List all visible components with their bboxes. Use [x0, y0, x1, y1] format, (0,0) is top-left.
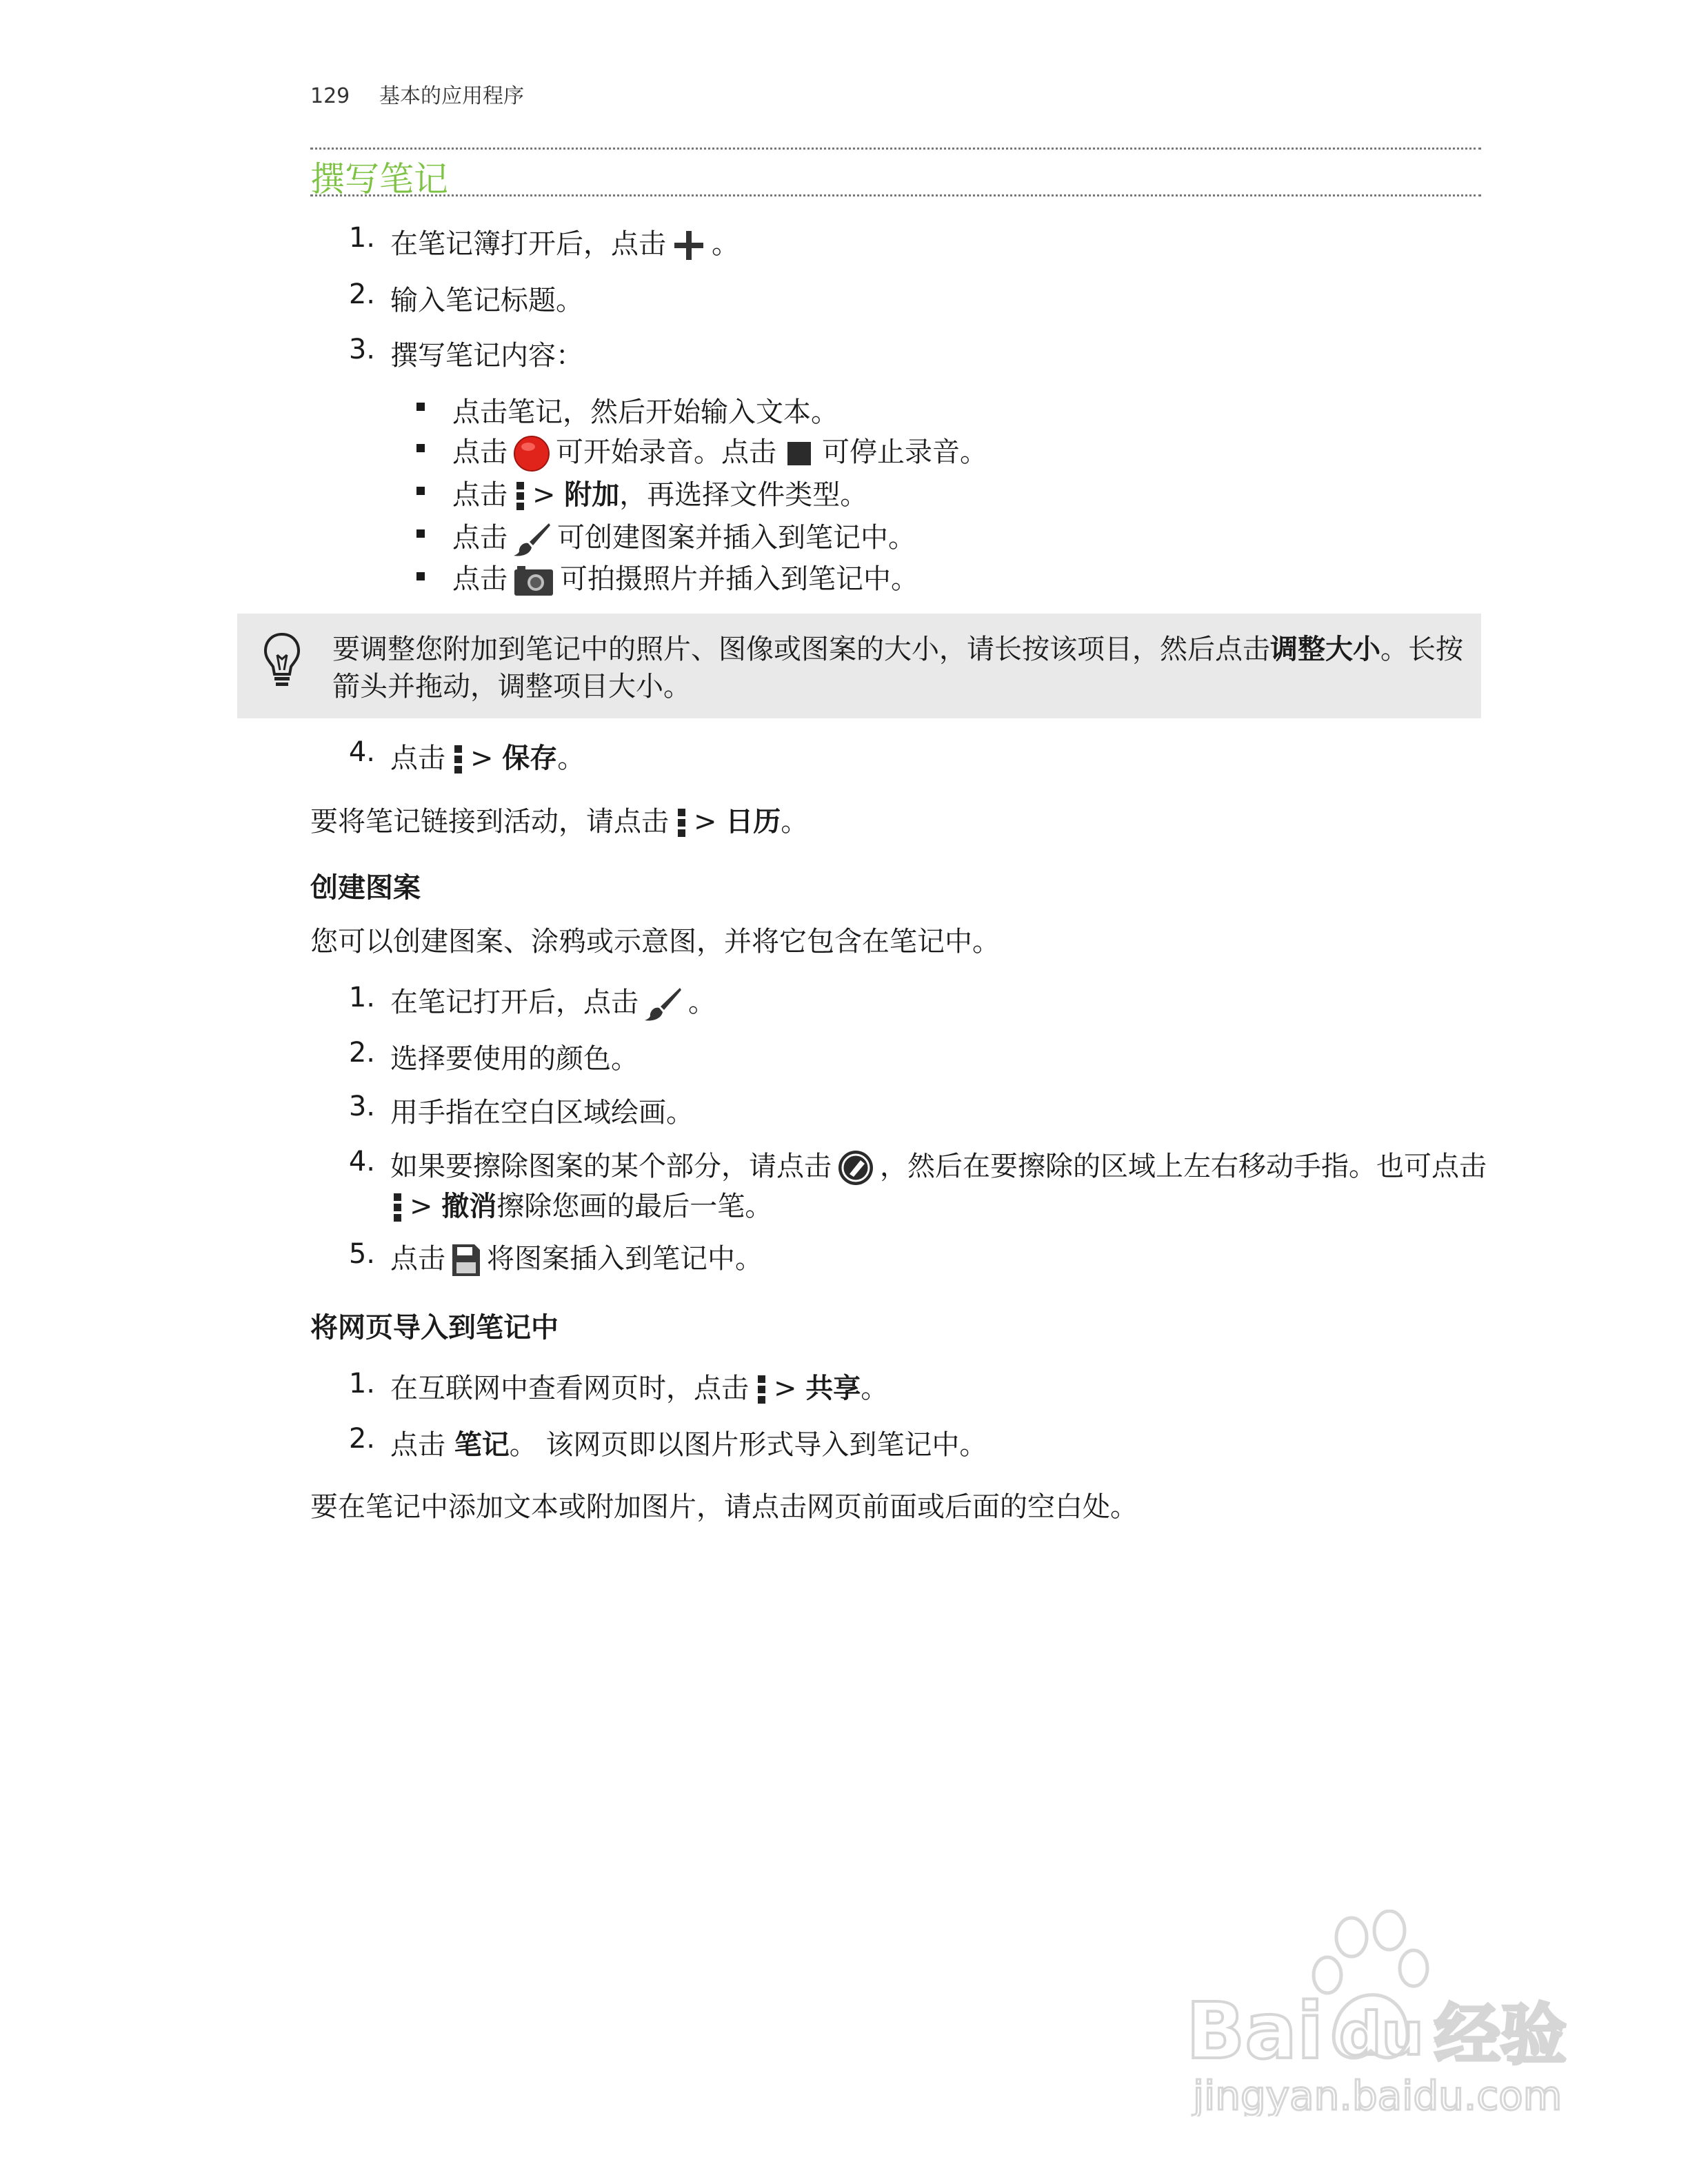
baidu-watermark — [1179, 1910, 1579, 2123]
tip-text-line: 要调整您附加到笔记中的照片、图像或图案的大小，请长按该项目，然后点击调整大小。长按 — [332, 634, 1463, 665]
paragraph: 您可以创建图案、涂鸦或示意图，并将它包含在笔记中。 — [310, 926, 1000, 958]
step-text: 在笔记打开后，点击 。 — [390, 980, 716, 1022]
step-text-continued: > 撤消擦除您画的最后一笔。 — [390, 1184, 772, 1224]
menu-icon — [674, 807, 688, 840]
step-number: 3. — [348, 334, 375, 365]
subheading: 将网页导入到笔记中 — [310, 1312, 559, 1344]
section-title: 撰写笔记 — [310, 159, 448, 199]
chapter-title: 基本的应用程序 — [379, 84, 524, 108]
record-icon — [513, 435, 550, 472]
menu-icon — [754, 1373, 768, 1406]
tip-text-line: 箭头并拖动，调整项目大小。 — [332, 671, 691, 702]
step-number: 1. — [348, 222, 375, 254]
menu-icon — [451, 743, 465, 776]
step-number: 2. — [348, 1423, 375, 1455]
step-text: 点击 笔记。 该网页即以图片形式导入到笔记中。 — [390, 1429, 987, 1461]
bullet-text: 点击 可创建图案并插入到笔记中。 — [452, 516, 916, 557]
bullet-marker — [416, 572, 425, 580]
menu-icon — [390, 1191, 404, 1224]
svg-text:jingyan.baidu.com: jingyan.baidu.com — [1193, 2072, 1563, 2116]
step-number: 1. — [348, 982, 375, 1013]
stop-icon — [782, 436, 816, 471]
eraser-icon — [837, 1149, 874, 1186]
bullet-marker — [416, 444, 425, 452]
step-text: 点击 > 保存。 — [390, 736, 585, 776]
brush-icon — [513, 521, 552, 557]
tip-box — [237, 614, 1481, 718]
save-icon — [451, 1243, 481, 1277]
paragraph: 要将笔记链接到活动，请点击 > 日历。 — [310, 800, 808, 840]
bullet-text: 点击 > 附加，再选择文件类型。 — [452, 473, 867, 513]
menu-icon — [513, 480, 527, 513]
step-number: 4. — [348, 1146, 375, 1177]
step-number: 5. — [348, 1238, 375, 1270]
bullet-marker — [416, 529, 425, 538]
plus-icon — [672, 228, 706, 263]
step-number: 4. — [348, 736, 375, 768]
divider-top — [310, 148, 1481, 150]
step-text: 在笔记簿打开后，点击 。 — [390, 222, 739, 263]
svg-text:Bai: Bai — [1186, 1987, 1324, 2076]
step-text: 点击 将图案插入到笔记中。 — [390, 1237, 763, 1277]
step-number: 1. — [348, 1368, 375, 1399]
step-text: 用手指在空白区域绘画。 — [390, 1097, 694, 1129]
bullet-text: 点击笔记，然后开始输入文本。 — [452, 396, 838, 428]
bullet-marker — [416, 403, 425, 411]
bullet-text: 点击 可开始录音。点击 可停止录音。 — [452, 430, 987, 472]
page-number: 129 — [310, 84, 350, 108]
bullet-text: 点击 可拍摄照片并插入到笔记中。 — [452, 557, 918, 597]
step-text: 撰写笔记内容： — [390, 340, 583, 372]
step-text: 在互联网中查看网页时，点击 > 共享。 — [390, 1366, 888, 1406]
baidu-paw-logo — [1179, 1910, 1579, 2116]
bullet-marker — [416, 487, 425, 495]
step-number: 2. — [348, 279, 375, 310]
camera-icon — [513, 564, 554, 597]
svg-text:du: du — [1339, 2000, 1424, 2069]
running-header — [310, 79, 524, 109]
step-text: 输入笔记标题。 — [390, 285, 583, 316]
step-number: 2. — [348, 1037, 375, 1069]
step-number: 3. — [348, 1091, 375, 1122]
lightbulb-icon — [262, 631, 302, 691]
paragraph: 要在笔记中添加文本或附加图片，请点击网页前面或后面的空白处。 — [310, 1491, 1138, 1523]
subheading: 创建图案 — [310, 872, 421, 904]
divider-bottom — [310, 194, 1481, 196]
step-text: 选择要使用的颜色。 — [390, 1043, 639, 1075]
step-text: 如果要擦除图案的某个部分，请点击 ，然后在要擦除的区域上左右移动手指。也可点击 — [390, 1144, 1487, 1186]
svg-text:经验: 经验 — [1434, 1996, 1567, 2074]
brush-icon — [644, 986, 683, 1022]
